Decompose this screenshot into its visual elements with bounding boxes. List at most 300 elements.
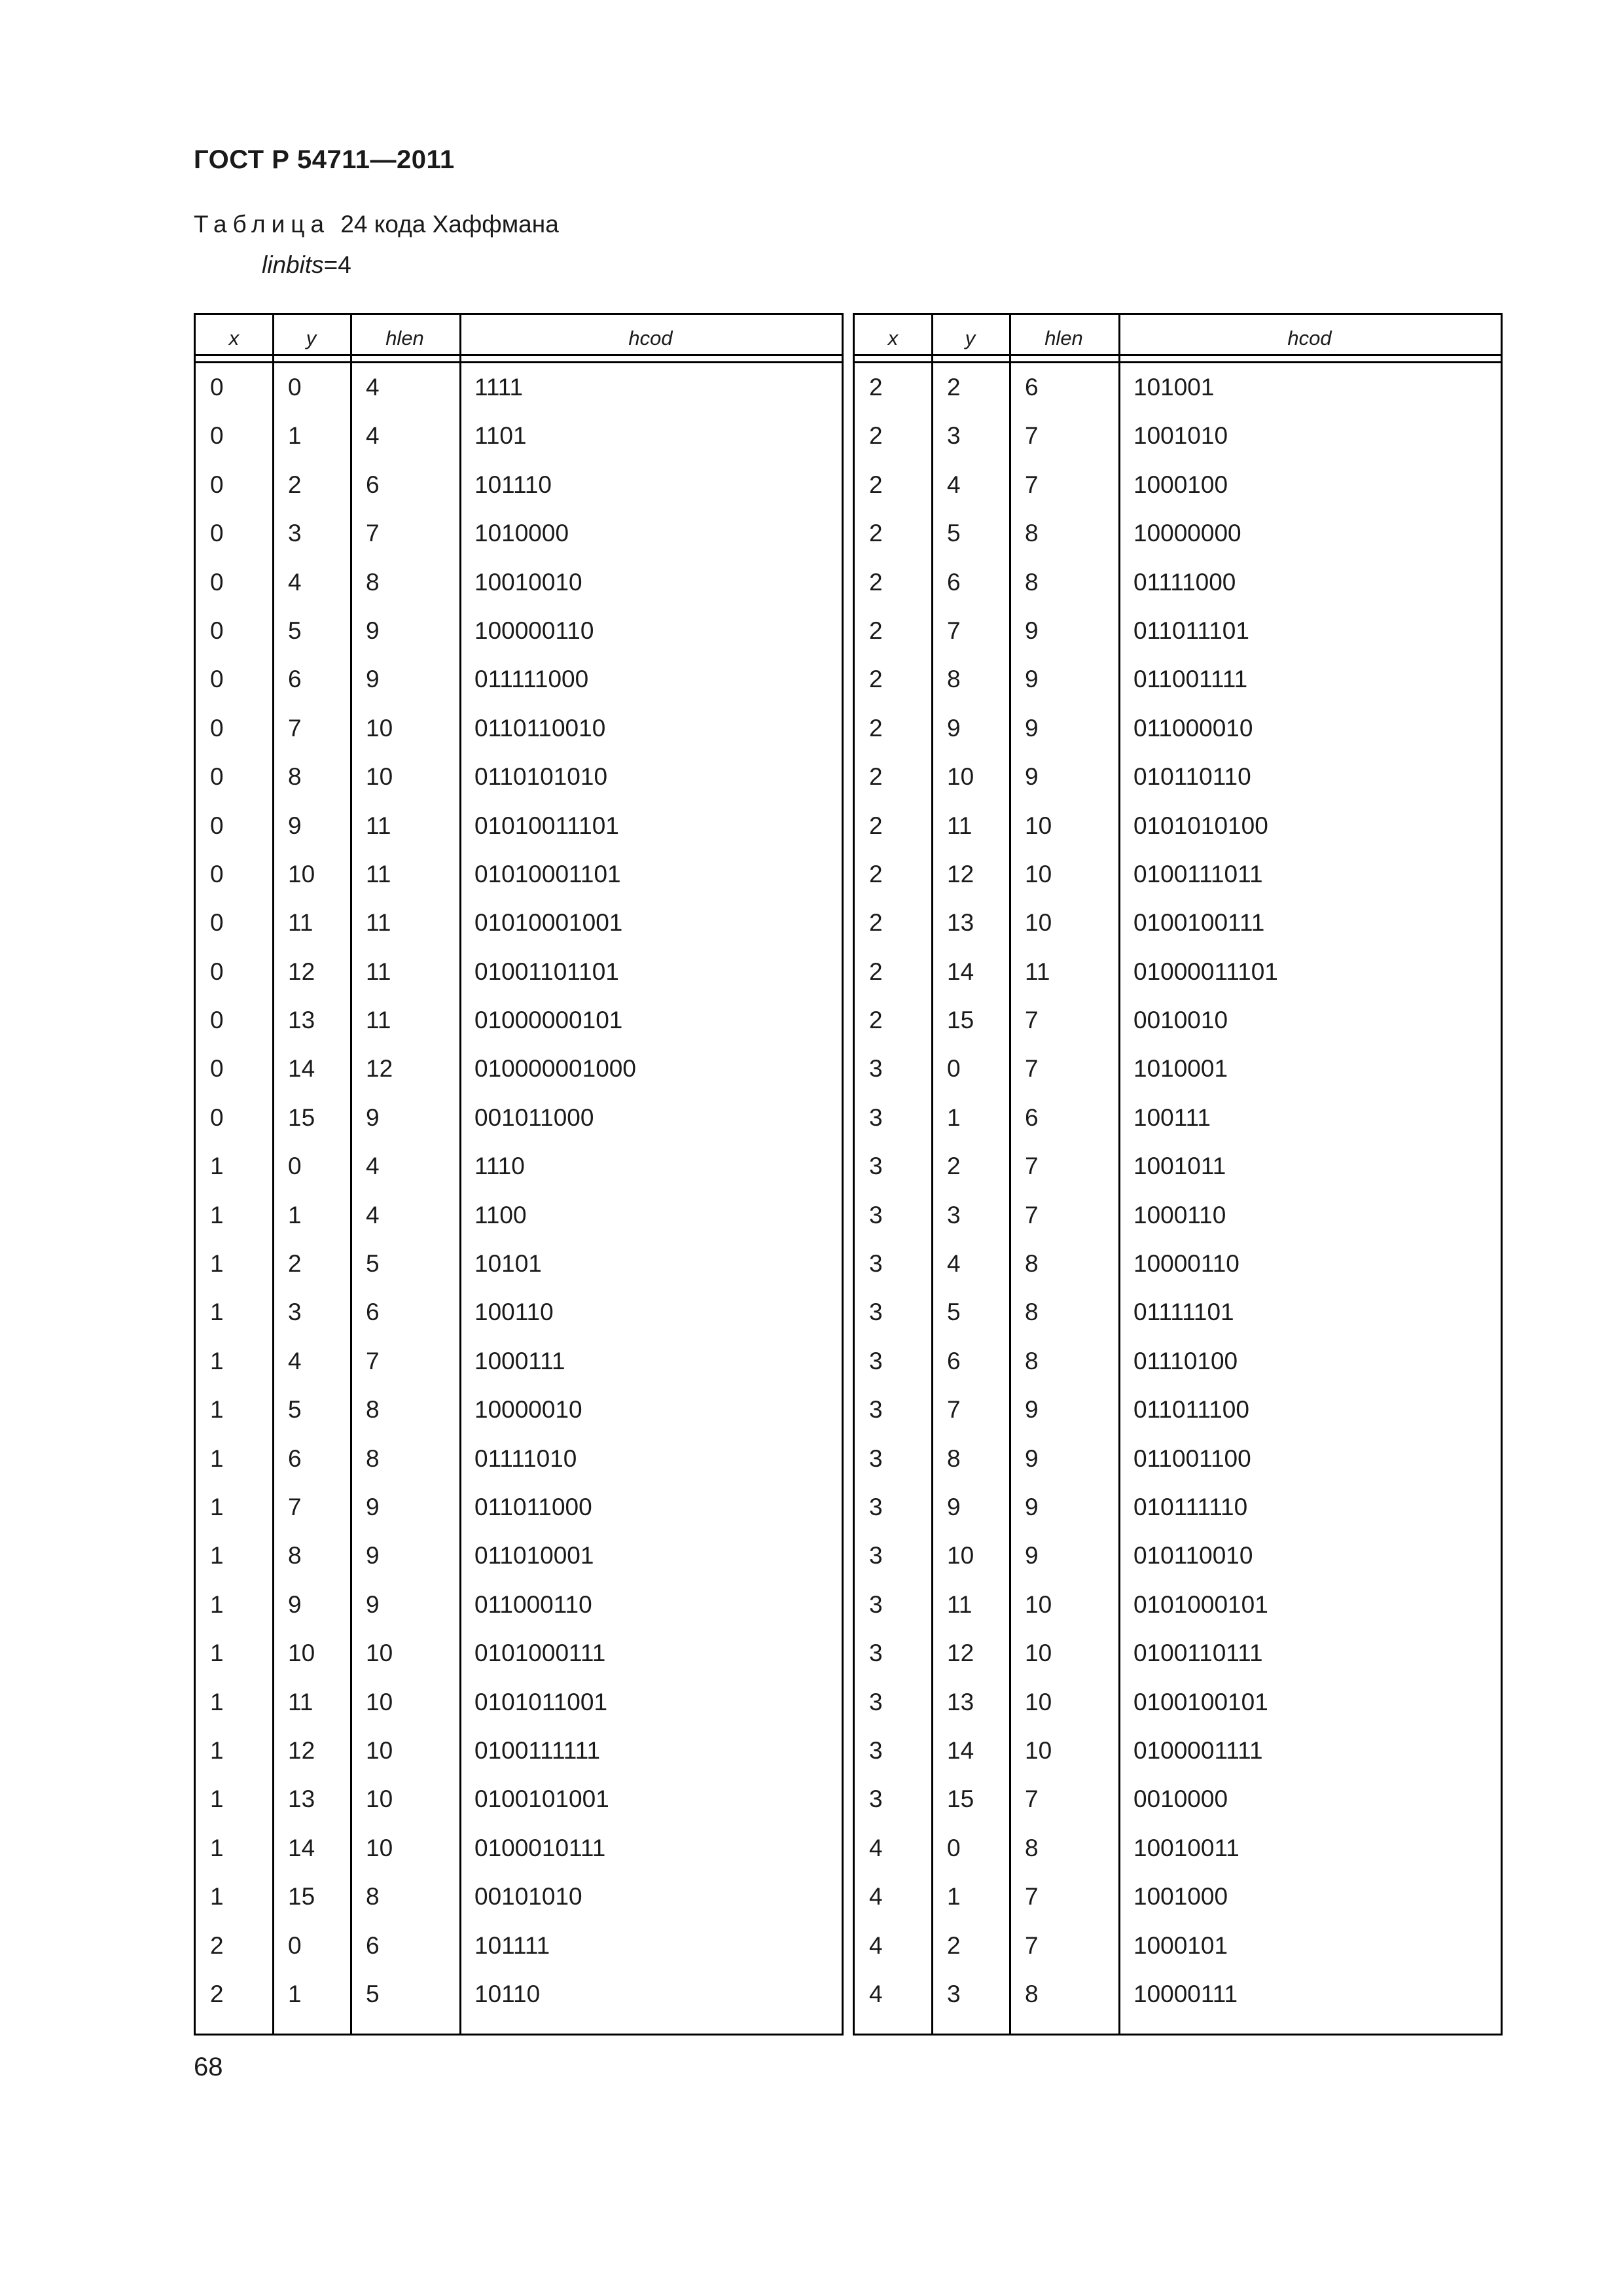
cell-y: 1 <box>288 1201 302 1229</box>
cell-x: 1 <box>210 1834 224 1861</box>
cell-y: 3 <box>288 520 302 547</box>
header-divider <box>855 354 1501 356</box>
cell-hlen: 6 <box>366 1931 380 1959</box>
cell-hlen: 7 <box>1025 422 1039 450</box>
cell-y: 14 <box>288 1834 315 1861</box>
cell-x: 1 <box>210 1542 224 1570</box>
cell-y: 9 <box>947 1493 961 1520</box>
cell-hlen: 8 <box>366 1396 380 1424</box>
cell-hcod: 0100001111 <box>1133 1736 1263 1764</box>
cell-hlen: 11 <box>366 909 391 937</box>
table-row <box>196 1532 842 1580</box>
cell-hcod: 01010001101 <box>474 860 621 888</box>
cell-hlen: 5 <box>366 1980 380 2007</box>
cell-hlen: 11 <box>366 812 391 839</box>
cell-y: 8 <box>947 1444 961 1472</box>
cell-x: 1 <box>210 1299 224 1326</box>
cell-x: 3 <box>869 1201 883 1229</box>
cell-x: 0 <box>210 666 224 693</box>
cell-hlen: 6 <box>366 471 380 498</box>
cell-hlen: 10 <box>366 1785 393 1813</box>
cell-hcod: 101110 <box>474 471 552 498</box>
cell-x: 0 <box>210 374 224 401</box>
table-row <box>855 899 1501 947</box>
cell-x: 3 <box>869 1444 883 1472</box>
cell-x: 1 <box>210 1785 224 1813</box>
cell-hlen: 8 <box>1025 1834 1039 1861</box>
cell-hcod: 10000010 <box>474 1396 582 1424</box>
cell-x: 0 <box>210 909 224 937</box>
table-row <box>855 1094 1501 1142</box>
column-header-y: y <box>306 327 317 350</box>
cell-hlen: 10 <box>1025 812 1052 839</box>
table-row <box>855 655 1501 704</box>
cell-hlen: 8 <box>366 1883 380 1910</box>
table-row <box>196 1775 842 1823</box>
cell-x: 3 <box>869 1396 883 1424</box>
cell-x: 2 <box>869 520 883 547</box>
cell-hcod: 1100 <box>474 1201 527 1229</box>
cell-y: 12 <box>288 1736 315 1764</box>
cell-hlen: 4 <box>366 1201 380 1229</box>
cell-y: 10 <box>947 763 974 791</box>
table-body <box>855 363 1501 2018</box>
cell-hcod: 100000110 <box>474 617 594 644</box>
table-row <box>196 607 842 655</box>
table-caption <box>194 211 559 238</box>
table-row <box>196 704 842 753</box>
cell-hlen: 8 <box>1025 568 1039 596</box>
table-row <box>196 1435 842 1483</box>
cell-y: 3 <box>947 1980 961 2007</box>
table-row <box>855 363 1501 412</box>
table-row <box>196 948 842 996</box>
table-row <box>196 1386 842 1434</box>
cell-hlen: 9 <box>366 1103 380 1131</box>
cell-hcod: 1001000 <box>1133 1883 1228 1910</box>
cell-y: 4 <box>288 568 302 596</box>
cell-x: 0 <box>210 617 224 644</box>
table-row <box>196 1824 842 1873</box>
table-row <box>196 509 842 558</box>
caption-label: Таблица <box>194 211 330 238</box>
header-divider <box>196 354 842 356</box>
page-number: 68 <box>194 2053 223 2081</box>
cell-hcod: 011001100 <box>1133 1444 1251 1472</box>
cell-hcod: 011000010 <box>1133 714 1253 742</box>
huffman-table-right <box>853 313 1503 2036</box>
cell-x: 0 <box>210 1055 224 1083</box>
table-row <box>196 1922 842 1970</box>
cell-y: 10 <box>288 860 315 888</box>
table-row <box>196 1337 842 1386</box>
cell-hcod: 1000101 <box>1133 1931 1228 1959</box>
cell-hlen: 9 <box>366 617 380 644</box>
table-row <box>855 1386 1501 1434</box>
cell-hlen: 6 <box>366 1299 380 1326</box>
cell-x: 2 <box>869 714 883 742</box>
cell-hcod: 01010011101 <box>474 812 619 839</box>
cell-x: 3 <box>869 1542 883 1570</box>
cell-hcod: 1010001 <box>1133 1055 1228 1083</box>
column-header-x: x <box>887 327 899 350</box>
cell-y: 7 <box>947 617 961 644</box>
table-row <box>855 1824 1501 1873</box>
cell-hcod: 011011000 <box>474 1493 592 1520</box>
cell-x: 0 <box>210 860 224 888</box>
cell-hlen: 10 <box>366 1688 393 1715</box>
cell-x: 3 <box>869 1736 883 1764</box>
cell-x: 1 <box>210 1736 224 1764</box>
table-row <box>855 1873 1501 1921</box>
cell-y: 14 <box>288 1055 315 1083</box>
cell-x: 0 <box>210 763 224 791</box>
cell-hcod: 1111 <box>474 374 524 401</box>
cell-x: 2 <box>869 666 883 693</box>
column-header-y: y <box>965 327 976 350</box>
table-row <box>855 1045 1501 1093</box>
cell-hcod: 10010010 <box>474 568 582 596</box>
table-row <box>196 1142 842 1191</box>
cell-y: 7 <box>947 1396 961 1424</box>
cell-x: 2 <box>210 1931 224 1959</box>
table-row <box>196 850 842 899</box>
cell-hlen: 8 <box>1025 1299 1039 1326</box>
cell-y: 6 <box>288 666 302 693</box>
cell-x: 2 <box>869 958 883 985</box>
cell-hcod: 10010011 <box>1133 1834 1240 1861</box>
cell-y: 14 <box>947 958 974 985</box>
cell-hlen: 9 <box>366 666 380 693</box>
table-row <box>855 412 1501 460</box>
table-row <box>196 1678 842 1727</box>
cell-y: 2 <box>947 374 961 401</box>
cell-x: 3 <box>869 1785 883 1813</box>
cell-y: 4 <box>947 471 961 498</box>
cell-hcod: 1001010 <box>1133 422 1228 450</box>
cell-hlen: 12 <box>366 1055 393 1083</box>
cell-hcod: 01001101101 <box>474 958 619 985</box>
table-row <box>855 1775 1501 1823</box>
cell-hcod: 0100010111 <box>474 1834 606 1861</box>
table-row <box>855 1581 1501 1629</box>
cell-hlen: 9 <box>1025 1444 1039 1472</box>
cell-x: 2 <box>869 617 883 644</box>
cell-hlen: 9 <box>1025 666 1039 693</box>
column-header-hcod: hcod <box>628 327 673 350</box>
cell-x: 4 <box>869 1834 883 1861</box>
cell-x: 0 <box>210 958 224 985</box>
table-row <box>196 802 842 850</box>
cell-y: 2 <box>288 471 302 498</box>
cell-x: 2 <box>869 422 883 450</box>
table-row <box>855 1435 1501 1483</box>
table-row <box>855 1678 1501 1727</box>
caption-text: 24 кода Хаффмана <box>340 211 559 238</box>
cell-hlen: 8 <box>1025 1347 1039 1374</box>
cell-y: 13 <box>947 1688 974 1715</box>
cell-y: 5 <box>288 1396 302 1424</box>
cell-hcod: 100111 <box>1133 1103 1211 1131</box>
cell-y: 0 <box>288 1153 302 1180</box>
cell-hlen: 6 <box>1025 1103 1039 1131</box>
cell-hlen: 10 <box>1025 909 1052 937</box>
cell-x: 3 <box>869 1299 883 1326</box>
cell-hlen: 7 <box>1025 1785 1039 1813</box>
cell-hcod: 1110 <box>474 1153 525 1180</box>
cell-hlen: 11 <box>366 1007 391 1034</box>
table-body <box>196 363 842 2018</box>
cell-x: 4 <box>869 1883 883 1910</box>
cell-y: 1 <box>947 1883 961 1910</box>
table-row <box>855 461 1501 509</box>
huffman-table-left <box>194 313 844 2036</box>
cell-x: 3 <box>869 1640 883 1667</box>
cell-x: 2 <box>869 763 883 791</box>
cell-hlen: 7 <box>1025 1931 1039 1959</box>
table-row <box>196 1240 842 1288</box>
table-row <box>855 607 1501 655</box>
table-row <box>196 461 842 509</box>
cell-hlen: 7 <box>1025 1201 1039 1229</box>
cell-hcod: 10101 <box>474 1250 542 1278</box>
cell-hcod: 011111000 <box>474 666 589 693</box>
cell-x: 3 <box>869 1153 883 1180</box>
cell-hlen: 9 <box>1025 1493 1039 1520</box>
table-row <box>196 996 842 1045</box>
cell-hlen: 7 <box>1025 1055 1039 1083</box>
cell-x: 0 <box>210 1007 224 1034</box>
cell-x: 3 <box>869 1493 883 1520</box>
cell-hlen: 9 <box>1025 763 1039 791</box>
table-row <box>855 1629 1501 1677</box>
cell-y: 5 <box>947 1299 961 1326</box>
column-header-hlen: hlen <box>385 327 424 350</box>
cell-y: 10 <box>947 1542 974 1570</box>
table-row <box>855 1288 1501 1336</box>
cell-x: 2 <box>869 860 883 888</box>
cell-hcod: 1101 <box>474 422 527 450</box>
cell-hlen: 10 <box>366 714 393 742</box>
cell-y: 12 <box>947 860 974 888</box>
cell-x: 2 <box>869 374 883 401</box>
cell-hcod: 010110110 <box>1133 763 1251 791</box>
cell-hlen: 9 <box>1025 617 1039 644</box>
table-row <box>855 1727 1501 1775</box>
cell-hcod: 0100100101 <box>1133 1688 1268 1715</box>
cell-hlen: 9 <box>1025 1542 1039 1570</box>
cell-hlen: 9 <box>366 1542 380 1570</box>
cell-hcod: 010111110 <box>1133 1493 1248 1520</box>
cell-y: 3 <box>947 1201 961 1229</box>
cell-x: 2 <box>210 1980 224 2007</box>
cell-y: 0 <box>288 1931 302 1959</box>
table-row <box>855 1483 1501 1532</box>
cell-y: 4 <box>288 1347 302 1374</box>
cell-y: 8 <box>288 1542 302 1570</box>
cell-y: 15 <box>947 1785 974 1813</box>
cell-x: 4 <box>869 1931 883 1959</box>
cell-x: 0 <box>210 568 224 596</box>
cell-hcod: 011011101 <box>1133 617 1249 644</box>
cell-hcod: 01000000101 <box>474 1007 623 1034</box>
cell-y: 6 <box>947 568 961 596</box>
cell-x: 3 <box>869 1055 883 1083</box>
cell-hlen: 4 <box>366 422 380 450</box>
cell-y: 13 <box>288 1007 315 1034</box>
table-row <box>855 1970 1501 2018</box>
cell-x: 0 <box>210 471 224 498</box>
cell-hcod: 0110110010 <box>474 714 606 742</box>
cell-y: 12 <box>288 958 315 985</box>
cell-hlen: 8 <box>366 568 380 596</box>
cell-hcod: 01000011101 <box>1133 958 1278 985</box>
linbits-value: =4 <box>323 251 351 278</box>
cell-hcod: 10000111 <box>1133 1980 1238 2007</box>
table-row <box>196 1094 842 1142</box>
cell-y: 13 <box>947 909 974 937</box>
cell-x: 2 <box>869 812 883 839</box>
cell-x: 0 <box>210 422 224 450</box>
table-row <box>196 1970 842 2018</box>
cell-hcod: 011011100 <box>1133 1396 1249 1424</box>
cell-y: 7 <box>288 1493 302 1520</box>
cell-x: 1 <box>210 1250 224 1278</box>
cell-hcod: 01010001001 <box>474 909 623 937</box>
cell-y: 2 <box>947 1931 961 1959</box>
cell-x: 1 <box>210 1201 224 1229</box>
cell-x: 1 <box>210 1444 224 1472</box>
cell-y: 8 <box>947 666 961 693</box>
cell-hlen: 10 <box>366 1736 393 1764</box>
cell-hlen: 10 <box>1025 1590 1052 1618</box>
cell-hlen: 11 <box>366 860 391 888</box>
table-row <box>196 1045 842 1093</box>
table-row <box>855 1922 1501 1970</box>
linbits-name: linbits <box>262 251 324 278</box>
cell-hcod: 01110100 <box>1133 1347 1238 1374</box>
cell-y: 4 <box>947 1250 961 1278</box>
cell-y: 7 <box>288 714 302 742</box>
cell-x: 2 <box>869 909 883 937</box>
table-row <box>196 1483 842 1532</box>
cell-x: 1 <box>210 1883 224 1910</box>
cell-y: 0 <box>947 1834 961 1861</box>
cell-x: 0 <box>210 812 224 839</box>
table-row <box>196 1727 842 1775</box>
cell-hlen: 10 <box>1025 1688 1052 1715</box>
cell-hcod: 1000100 <box>1133 471 1228 498</box>
cell-hcod: 101111 <box>474 1931 550 1959</box>
cell-hcod: 1010000 <box>474 520 569 547</box>
table-row <box>855 850 1501 899</box>
cell-y: 9 <box>288 812 302 839</box>
cell-hcod: 0101010100 <box>1133 812 1268 839</box>
cell-hlen: 9 <box>366 1590 380 1618</box>
cell-hlen: 10 <box>366 1834 393 1861</box>
cell-hcod: 0100100111 <box>1133 909 1265 937</box>
table-row <box>855 996 1501 1045</box>
cell-x: 0 <box>210 714 224 742</box>
cell-y: 1 <box>288 422 302 450</box>
cell-hlen: 10 <box>366 1640 393 1667</box>
cell-hcod: 001011000 <box>474 1103 594 1131</box>
cell-x: 4 <box>869 1980 883 2007</box>
cell-y: 9 <box>947 714 961 742</box>
table-row <box>196 1873 842 1921</box>
cell-hlen: 10 <box>1025 860 1052 888</box>
column-header-x: x <box>228 327 240 350</box>
table-row <box>855 704 1501 753</box>
cell-y: 2 <box>947 1153 961 1180</box>
table-row <box>196 753 842 801</box>
cell-y: 5 <box>947 520 961 547</box>
cell-y: 3 <box>947 422 961 450</box>
cell-y: 13 <box>288 1785 315 1813</box>
cell-hcod: 1000111 <box>474 1347 565 1374</box>
table-row <box>196 899 842 947</box>
cell-y: 14 <box>947 1736 974 1764</box>
cell-hlen: 9 <box>366 1493 380 1520</box>
cell-x: 3 <box>869 1250 883 1278</box>
cell-hcod: 00101010 <box>474 1883 582 1910</box>
cell-x: 2 <box>869 1007 883 1034</box>
cell-x: 3 <box>869 1688 883 1715</box>
cell-hlen: 8 <box>1025 1250 1039 1278</box>
cell-hcod: 10000000 <box>1133 520 1241 547</box>
table-row <box>196 558 842 607</box>
column-header-hlen: hlen <box>1044 327 1083 350</box>
cell-hcod: 100110 <box>474 1299 554 1326</box>
cell-y: 5 <box>288 617 302 644</box>
cell-hlen: 11 <box>1025 958 1050 985</box>
cell-y: 8 <box>288 763 302 791</box>
cell-x: 0 <box>210 520 224 547</box>
cell-x: 3 <box>869 1590 883 1618</box>
cell-hcod: 101001 <box>1133 374 1215 401</box>
cell-hlen: 9 <box>1025 714 1039 742</box>
cell-x: 1 <box>210 1153 224 1180</box>
cell-hcod: 011001111 <box>1133 666 1248 693</box>
cell-x: 2 <box>869 471 883 498</box>
column-header-hcod: hcod <box>1287 327 1332 350</box>
cell-y: 6 <box>947 1347 961 1374</box>
cell-x: 2 <box>869 568 883 596</box>
cell-y: 2 <box>288 1250 302 1278</box>
cell-hcod: 1001011 <box>1133 1153 1226 1180</box>
cell-hcod: 10000110 <box>1133 1250 1240 1278</box>
table-row <box>855 948 1501 996</box>
cell-hcod: 010000001000 <box>474 1055 636 1083</box>
cell-hlen: 9 <box>1025 1396 1039 1424</box>
cell-hcod: 10110 <box>474 1980 541 2007</box>
cell-y: 0 <box>947 1055 961 1083</box>
cell-hlen: 7 <box>1025 1153 1039 1180</box>
table-row <box>855 558 1501 607</box>
cell-hlen: 7 <box>1025 1007 1039 1034</box>
cell-x: 1 <box>210 1640 224 1667</box>
cell-y: 9 <box>288 1590 302 1618</box>
table-row <box>855 1142 1501 1191</box>
cell-hlen: 8 <box>366 1444 380 1472</box>
cell-y: 3 <box>288 1299 302 1326</box>
cell-hcod: 0100110111 <box>1133 1640 1263 1667</box>
cell-hcod: 011010001 <box>474 1542 594 1570</box>
table-row <box>196 1581 842 1629</box>
cell-hcod: 0101000101 <box>1133 1590 1268 1618</box>
cell-hlen: 7 <box>366 1347 380 1374</box>
table-row <box>855 1337 1501 1386</box>
